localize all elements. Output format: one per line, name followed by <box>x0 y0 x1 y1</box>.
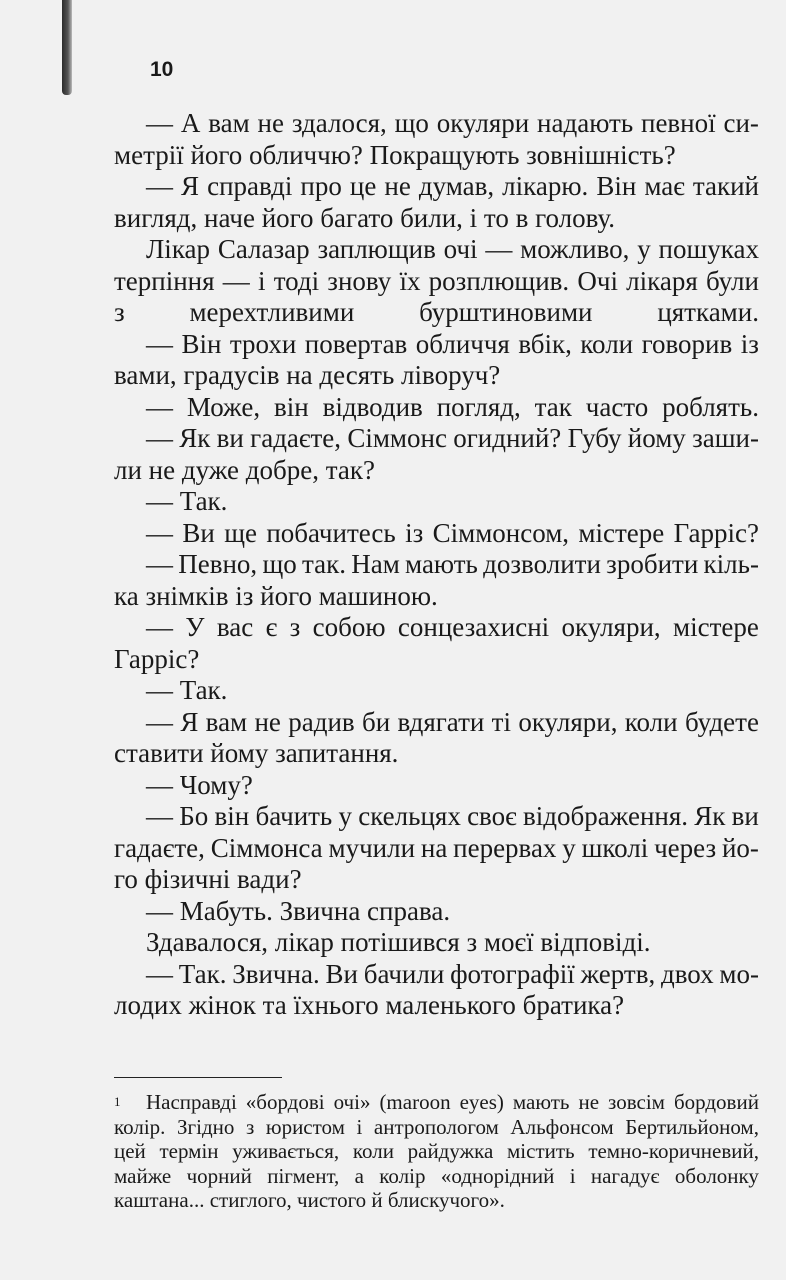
word: із <box>405 517 424 548</box>
text-line <box>114 234 759 266</box>
word: коли <box>580 328 634 359</box>
text-line: вигляд, наче його багато били, і то в голову. <box>114 202 616 233</box>
word: ви <box>216 423 244 453</box>
word: не <box>384 171 411 201</box>
text-line <box>114 833 759 865</box>
text-line <box>114 266 759 298</box>
word: Я <box>181 171 200 201</box>
word: «однорідний <box>440 1163 555 1188</box>
word: із <box>740 328 759 359</box>
word: Лікар <box>146 234 211 264</box>
word: погляд, <box>436 391 521 422</box>
text-line: метрії його обличчю? Покращують зовнішність? <box>114 139 676 170</box>
word: такий <box>692 171 759 201</box>
word: бачили <box>363 958 445 989</box>
word: У <box>185 612 205 642</box>
word: очі» <box>333 1090 371 1114</box>
word: були <box>705 265 759 296</box>
word: коли <box>352 1139 394 1163</box>
word: перервах <box>453 832 557 863</box>
word: Нам <box>351 549 400 579</box>
text-line <box>114 518 759 550</box>
word: своє <box>467 801 517 831</box>
word: у <box>338 801 352 831</box>
word: — <box>222 265 250 296</box>
word: часто <box>585 391 649 422</box>
word: темно-коричневий, <box>588 1139 759 1163</box>
word: терпіння <box>114 265 215 296</box>
word: що <box>262 549 297 579</box>
text-line <box>114 297 759 329</box>
text-line: — Так. <box>146 675 228 705</box>
word: Бо <box>179 801 209 831</box>
text-line: — Чому? <box>146 769 253 800</box>
word: (maroon <box>379 1090 451 1114</box>
word: си- <box>723 108 759 138</box>
word: Як <box>179 423 211 453</box>
word: «бордові <box>245 1090 325 1114</box>
word: Певно, <box>178 549 258 579</box>
word: ще <box>224 517 257 548</box>
word: про <box>300 171 342 201</box>
footnote-line <box>146 1090 759 1115</box>
word: — <box>146 958 173 989</box>
word: з <box>246 1114 255 1139</box>
word: eyes) <box>459 1090 504 1114</box>
footnote-body <box>114 1090 759 1115</box>
text-line: Гарріс? <box>114 643 200 674</box>
word: Він <box>596 171 637 201</box>
word: скельцях <box>358 801 461 831</box>
word: розплющив. <box>428 265 570 296</box>
word: Сіммонсом, <box>432 517 570 548</box>
word: обличчя <box>415 328 510 359</box>
text-line: — Мабуть. Звична справа. <box>146 895 451 926</box>
word: Бертильйоном, <box>625 1114 759 1139</box>
text-line: ка знімків із його машиною. <box>114 580 438 611</box>
word: лікаря <box>626 265 698 296</box>
word: містить <box>507 1139 575 1163</box>
word: ті <box>491 706 511 737</box>
text-line: ставити йому запитання. <box>114 738 399 768</box>
word: сонцезахисні <box>397 612 550 642</box>
word: нагадує <box>590 1163 660 1188</box>
word: — <box>146 549 173 579</box>
word: мучили <box>328 832 416 863</box>
word: ви <box>731 801 759 831</box>
text-line <box>114 423 759 455</box>
word: заши- <box>692 423 759 453</box>
word: містере <box>673 612 759 642</box>
word: а <box>354 1163 364 1188</box>
word: вбік, <box>518 328 572 359</box>
word: бордовий <box>673 1090 759 1114</box>
word: — <box>146 517 173 548</box>
word: йо- <box>721 832 759 863</box>
text-line: лодих жінок та їхнього маленького братика? <box>114 990 625 1020</box>
text-line <box>114 392 759 424</box>
word: термін <box>159 1139 219 1163</box>
word: Ви <box>182 517 215 548</box>
text-line: го фізичні вади? <box>114 864 302 894</box>
word: А <box>180 108 201 138</box>
word: Сіммонс <box>347 423 447 453</box>
word: роблять. <box>662 391 759 422</box>
footnote-divider <box>114 1077 282 1078</box>
word: вас <box>216 612 254 642</box>
word: будете <box>684 706 759 737</box>
word: так. <box>301 549 346 579</box>
word: так <box>534 391 572 422</box>
word: юристом <box>265 1114 345 1139</box>
word: з <box>289 612 301 642</box>
word: — <box>146 391 173 422</box>
word: цей <box>114 1139 146 1163</box>
word: знову <box>327 265 392 296</box>
word: очі <box>443 234 478 264</box>
word: думав, <box>418 171 495 201</box>
word: Згідно <box>177 1114 235 1139</box>
word: Може, <box>186 391 261 422</box>
word: тоді <box>273 265 320 296</box>
word: побачитесь <box>266 517 396 548</box>
word: окуляри, <box>561 612 661 642</box>
word: радив <box>288 706 355 737</box>
word: Я <box>180 706 199 737</box>
word: би <box>361 706 391 737</box>
word: і <box>569 1163 576 1188</box>
word: коли <box>624 706 678 737</box>
word: — <box>146 171 173 201</box>
word: Сіммонса <box>210 832 323 863</box>
word: говорив <box>641 328 733 359</box>
word: бачить <box>255 801 333 831</box>
text-line: ли не дуже добре, так? <box>114 454 375 485</box>
text-line <box>114 108 759 140</box>
word: можливо, <box>520 234 630 264</box>
text-line <box>114 707 759 739</box>
word: зробити <box>606 549 699 579</box>
book-binding-edge <box>62 0 72 95</box>
word: огидний? <box>453 423 562 453</box>
word: містере <box>578 517 665 548</box>
word: райдужка <box>407 1139 494 1163</box>
word: він <box>214 801 250 831</box>
word: майже <box>114 1163 172 1188</box>
word: — <box>485 234 513 264</box>
word: має <box>644 171 685 201</box>
text-line <box>114 329 759 361</box>
text-line: Здавалося, лікар потішився з моєї відповіді. <box>146 927 651 957</box>
word: Ви <box>325 958 358 989</box>
word: певної <box>641 108 716 138</box>
word: з <box>114 297 125 327</box>
word: цятками. <box>657 297 759 327</box>
word: колір <box>379 1163 426 1188</box>
word: — <box>146 423 173 453</box>
text-line <box>114 959 759 991</box>
word: уживається, <box>232 1139 340 1163</box>
text-line: вами, градусів на десять ліворуч? <box>114 360 501 390</box>
word: мають <box>405 549 478 579</box>
text-line <box>114 612 759 644</box>
word: Губу <box>567 423 622 453</box>
word: гадаєте, <box>114 832 205 863</box>
word: мають <box>512 1090 570 1114</box>
word: бурштиновими <box>419 297 593 327</box>
word: трохи <box>229 328 297 359</box>
word: Гарріс? <box>673 517 759 548</box>
word: кіль- <box>703 549 759 579</box>
word: відводив <box>322 391 423 422</box>
word: Альфонсом <box>510 1114 614 1139</box>
word: гадаєте, <box>250 423 342 453</box>
footnote-line <box>114 1115 759 1140</box>
word: повертав <box>304 328 408 359</box>
word: — <box>146 612 173 642</box>
word: школі <box>581 832 649 863</box>
word: Як <box>694 801 726 831</box>
word: вдягати <box>397 706 485 737</box>
word: Він <box>181 328 222 359</box>
word: антропологом <box>373 1114 499 1139</box>
word: лікарю. <box>502 171 589 201</box>
word: окуляри <box>436 108 530 138</box>
word: через <box>654 832 717 863</box>
word: і <box>356 1114 363 1139</box>
word: — <box>146 801 173 831</box>
word: надають <box>537 108 634 138</box>
word: пігмент, <box>267 1163 340 1188</box>
text-line <box>114 171 759 203</box>
word: це <box>349 171 377 201</box>
word: зовсім <box>608 1090 665 1114</box>
word: Очі <box>577 265 618 296</box>
word: окуляри, <box>518 706 618 737</box>
text-line <box>114 549 759 581</box>
word: пошуках <box>658 234 759 264</box>
word: заплющив <box>317 234 436 264</box>
word: Звична. <box>232 958 320 989</box>
word: справді <box>207 171 293 201</box>
word: Салазар <box>217 234 310 264</box>
word: не <box>578 1090 600 1114</box>
word: йому <box>627 423 686 453</box>
word: двох <box>660 958 714 989</box>
word: вам <box>208 108 250 138</box>
footnote-line: каштана... стиглого, чистого й блискучого». <box>114 1188 505 1212</box>
word: вам <box>205 706 248 737</box>
word: Так. <box>178 958 227 989</box>
text-line: — Так. <box>146 486 228 516</box>
page-number: 10 <box>150 58 174 81</box>
footnote <box>114 1090 759 1213</box>
word: що <box>394 108 429 138</box>
word: — <box>146 108 173 138</box>
word: він <box>273 391 309 422</box>
word: оболонку <box>674 1163 759 1188</box>
word: здалося, <box>291 108 387 138</box>
word: мерехтливими <box>189 297 355 327</box>
footnote-line <box>114 1164 759 1189</box>
word: Насправді <box>146 1090 237 1114</box>
word: є <box>265 612 278 642</box>
word: відображення. <box>522 801 689 831</box>
word: не <box>254 706 281 737</box>
footnote-marker: 1 <box>114 1094 121 1109</box>
word: мо- <box>719 958 759 989</box>
word: собою <box>312 612 386 642</box>
word: — <box>146 706 173 737</box>
word: і <box>257 265 266 296</box>
word: у <box>562 832 576 863</box>
text-line <box>114 801 759 833</box>
word: на <box>420 832 448 863</box>
footnote-line <box>114 1139 759 1164</box>
word: чорний <box>186 1163 252 1188</box>
word: — <box>146 328 173 359</box>
word: у <box>637 234 651 264</box>
word: колір. <box>114 1114 166 1139</box>
body-text <box>114 108 759 1022</box>
word: дозволити <box>483 549 601 579</box>
word: жертв, <box>580 958 656 989</box>
word: фотографії <box>450 958 575 989</box>
word: не <box>257 108 284 138</box>
word: їх <box>399 265 421 296</box>
